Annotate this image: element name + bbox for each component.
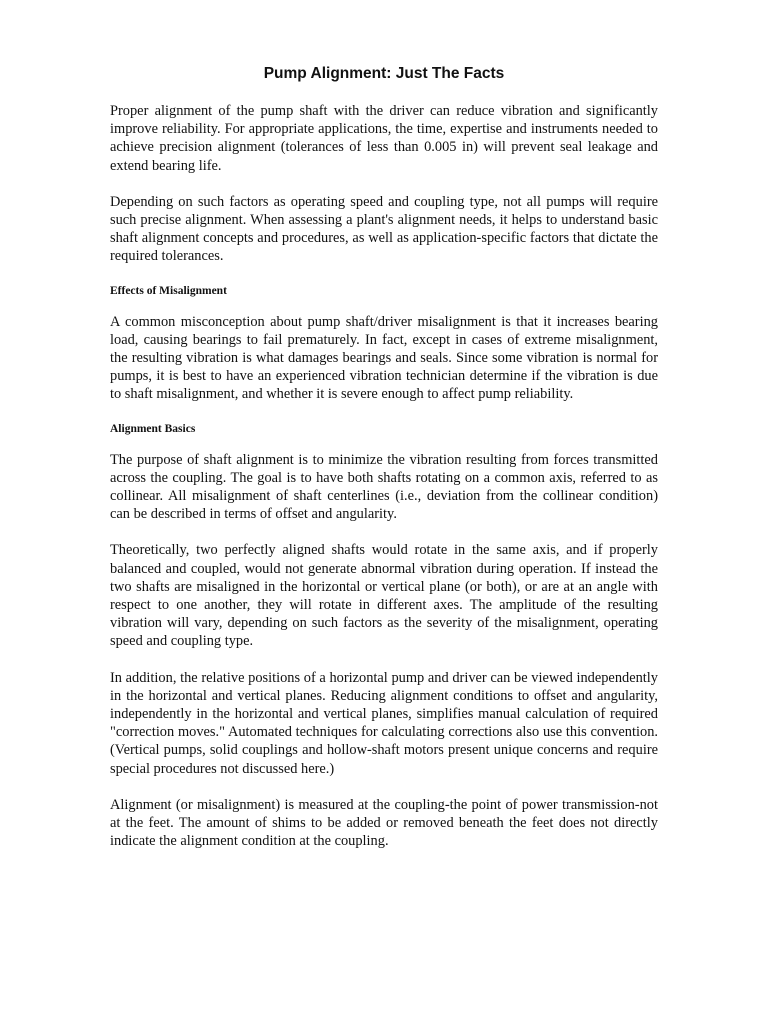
basics-paragraph-1: The purpose of shaft alignment is to minimize the vibration resulting from forces transmitted across the coupling. The goal is to have both shafts rotating on a common axis, referred to as collinear. All misalignment of shaft centerlines (i.e., deviation from the collinear condition) can be described in terms of offset and angularity. — [110, 451, 658, 523]
page-title: Pump Alignment: Just The Facts — [263, 65, 505, 82]
misalignment-paragraph-1: A common misconception about pump shaft/driver misalignment is that it increases bearing load, causing bearings to fail prematurely. In fact, except in cases of extreme misalignment, the resulting vibration is what damages bearings and seals. Since some vibration is normal for pumps, it is best to have an experienced vibration technician determine if the vibration is due to shaft misalignment, and whether it is severe enough to affect pump reliability. — [110, 313, 658, 403]
intro-paragraph-1: Proper alignment of the pump shaft with the driver can reduce vibration and significantly improve reliability. For appropriate applications, the time, expertise and instruments needed to achieve precision alignment (tolerances of less than 0.005 in) will prevent seal leakage and extend bearing life. — [110, 103, 658, 174]
basics-paragraph-3: In addition, the relative positions of a horizontal pump and driver can be viewed independently in the horizontal and vertical planes. Reducing alignment conditions to offset and angularity, independently in the horizontal and vertical planes, simplifies manual calculation of required "correction moves." Automated techniques for calculating corrections also use this convention. (Vertical pumps, solid couplings and hollow-shaft motors present unique concerns and require special procedures not discussed here.) — [110, 669, 658, 777]
basics-paragraph-4: Alignment (or misalignment) is measured at the coupling-the point of power transmission-not at the feet. The amount of shims to be added or removed beneath the feet does not directly indicate the alignment condition at the coupling. — [110, 796, 658, 850]
basics-paragraph-2: Theoretically, two perfectly aligned shafts would rotate in the same axis, and if properly balanced and coupled, would not generate abnormal vibration during operation. If instead the two shafts are misaligned in the horizontal or vertical plane (or both), or are at an angle with respect to one another, they will rotate in different axes. The amplitude of the resulting vibration will vary, depending on such factors as the severity of the misalignment, operating speed and coupling type. — [110, 542, 658, 650]
intro-paragraph-2: Depending on such factors as operating speed and coupling type, not all pumps will require such precise alignment. When assessing a plant's alignment needs, it helps to understand basic shaft alignment concepts and procedures, as well as application-specific factors that dictate the required tolerances. — [110, 193, 658, 265]
section-heading-effects-of-misalignment: Effects of Misalignment — [110, 284, 227, 297]
section-heading-alignment-basics: Alignment Basics — [110, 422, 196, 435]
document-body — [110, 102, 658, 869]
